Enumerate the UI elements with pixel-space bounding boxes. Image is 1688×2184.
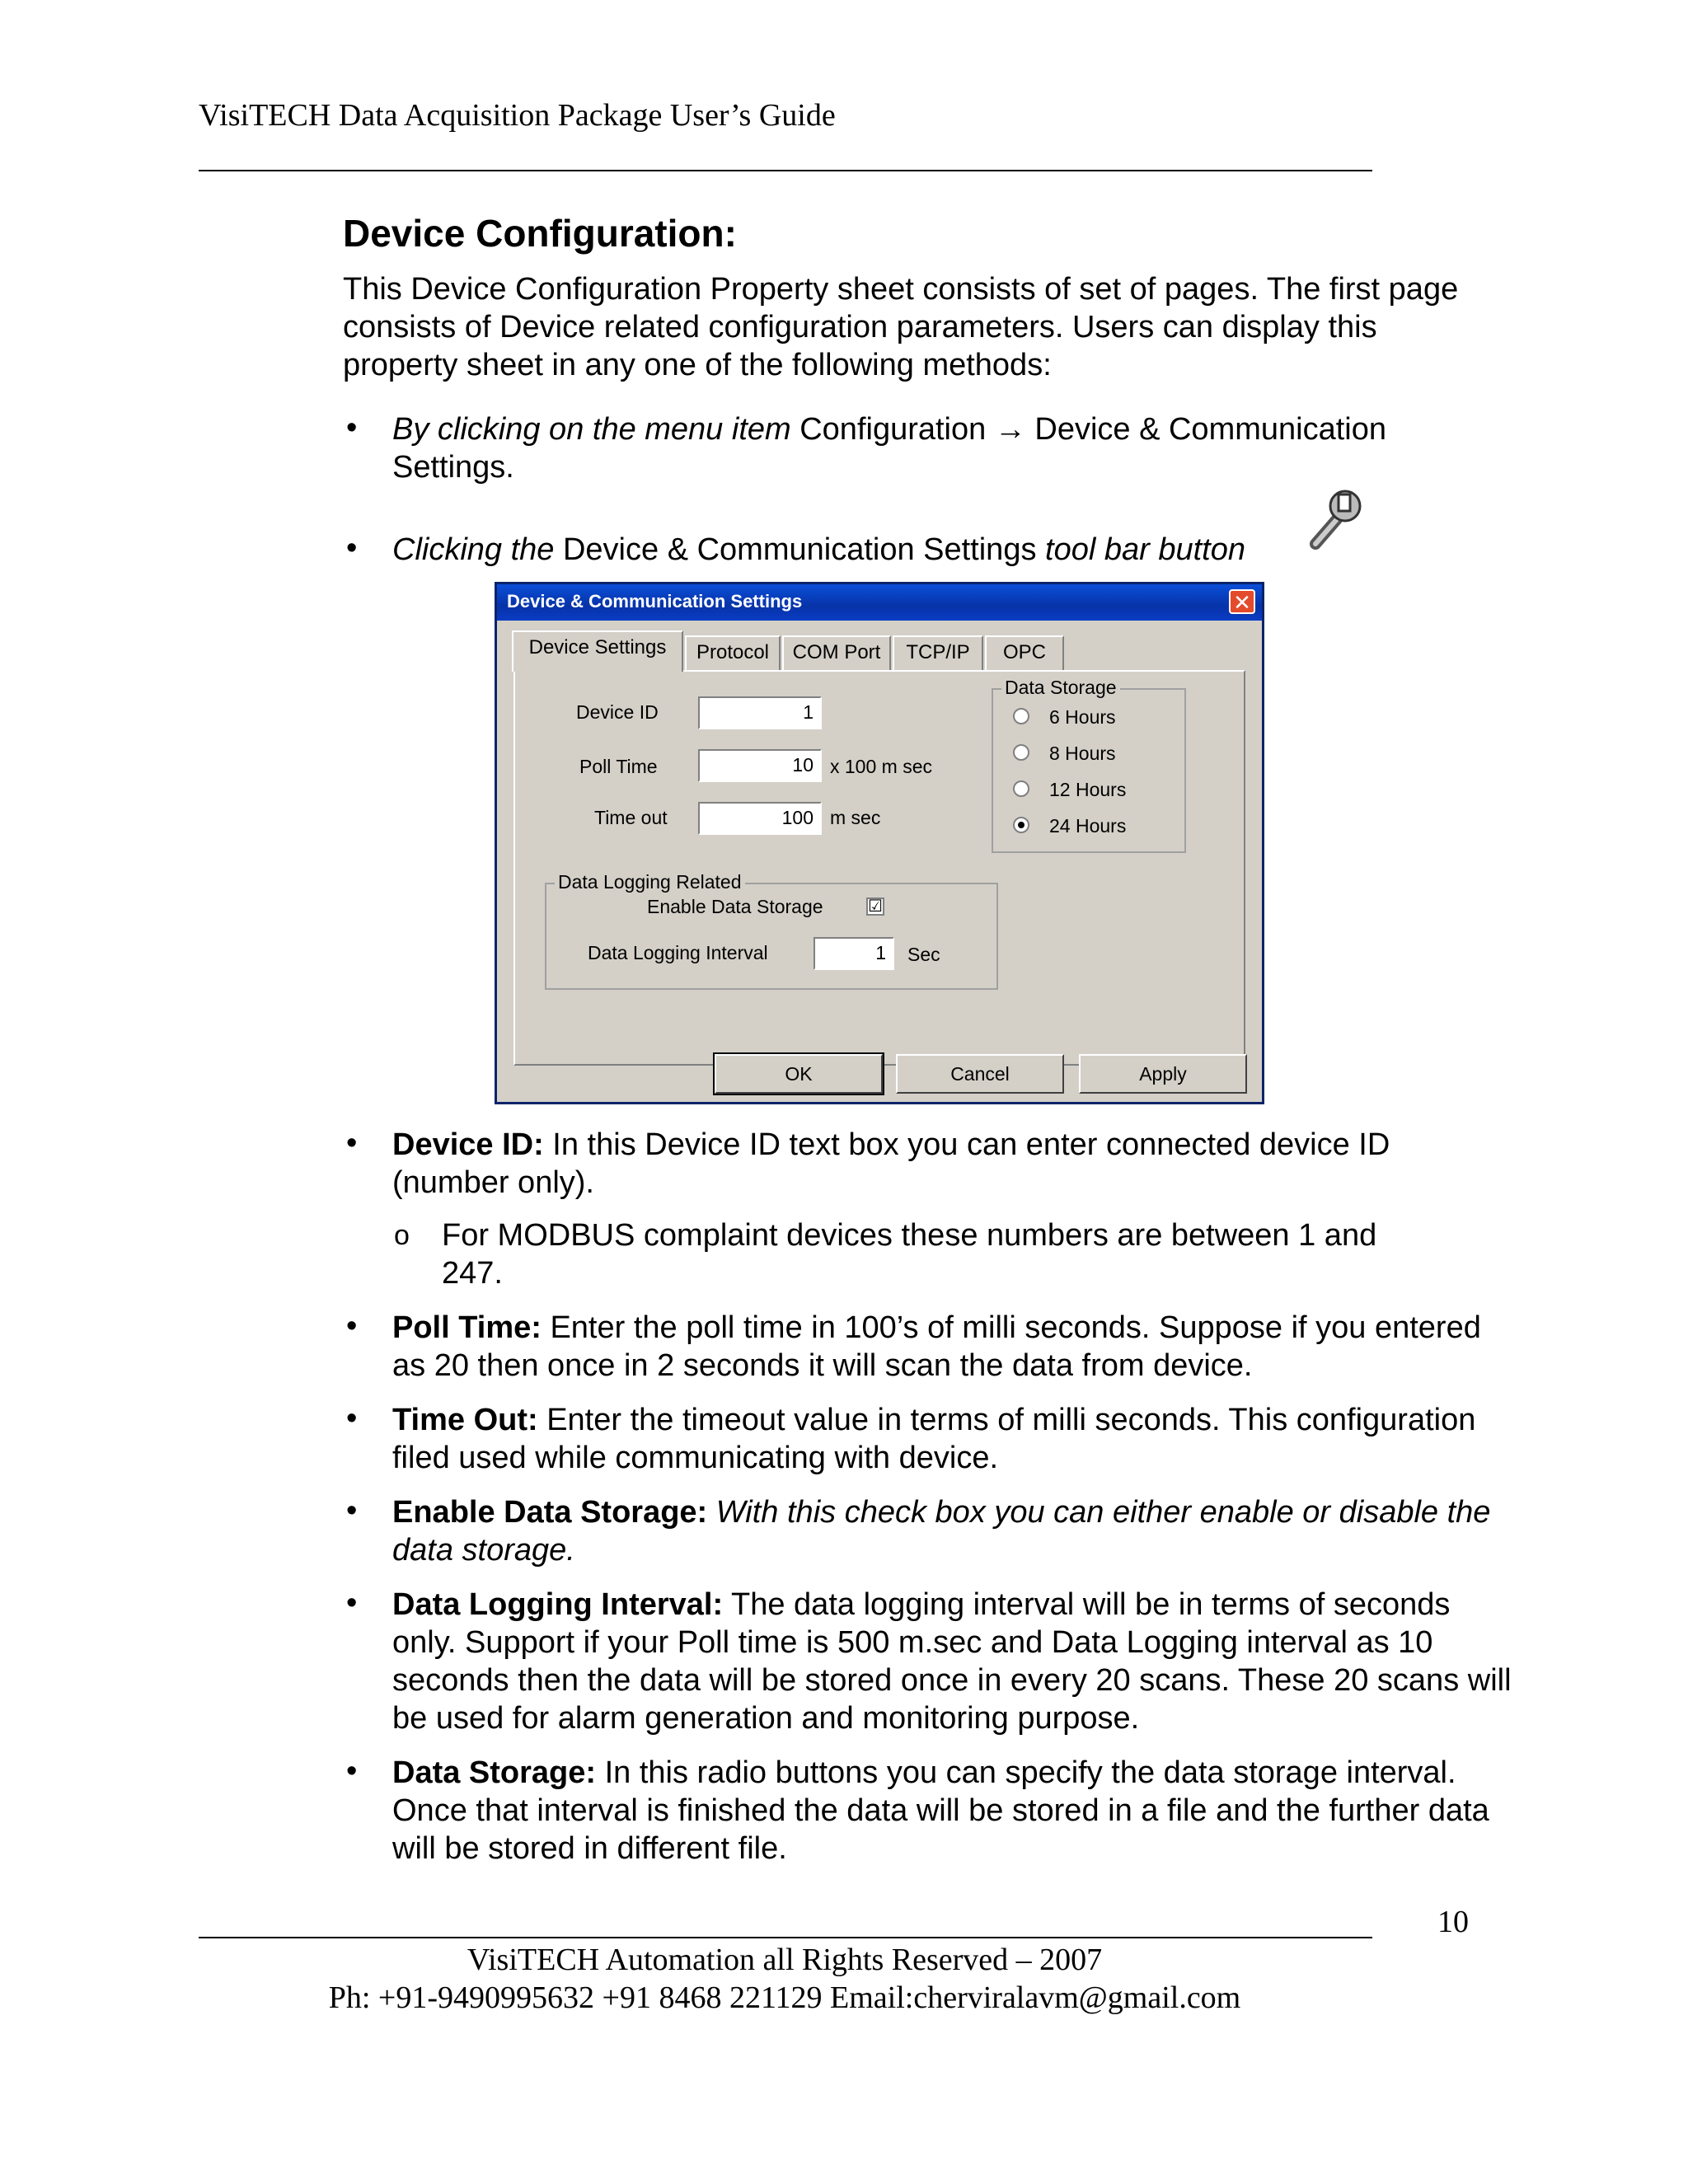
desc-data-storage: In this radio buttons you can specify the data storage interval. Once that interval is finished the data will be stored in a file and the further data will be stored in different file. — [392, 1755, 1489, 1866]
term-enable-data-storage: Enable Data Storage: — [392, 1495, 708, 1530]
term-time-out: Time Out: — [392, 1403, 538, 1437]
method-menu-italic: By clicking on the menu item — [392, 412, 791, 447]
enable-data-storage-checkbox[interactable]: ☑ — [866, 898, 884, 916]
time-out-unit: m sec — [830, 807, 881, 828]
desc-device-id: In this Device ID text box you can enter connected device ID (number only). — [392, 1127, 1390, 1200]
description-modbus: For MODBUS complaint devices these numbers are between 1 and 247. — [442, 1218, 1377, 1291]
method-toolbar-italic1: Clicking the — [392, 532, 555, 567]
tab-tcp-ip[interactable]: TCP/IP — [893, 635, 983, 670]
desc-time-out: Enter the timeout value in terms of milli seconds. This configuration filed used while communicating with device. — [392, 1403, 1476, 1475]
header-divider — [199, 170, 1372, 171]
method-menu-path: Configuration → Device & Communication Settings. — [392, 412, 1386, 485]
radio-6-hours-label: 6 Hours — [1049, 706, 1116, 728]
description-time-out — [392, 1401, 1513, 1477]
sub-bullet-glyph: o — [394, 1220, 410, 1251]
data-logging-interval-label: Data Logging Interval — [588, 942, 768, 963]
bullet-glyph: • — [346, 531, 358, 565]
radio-24-hours[interactable] — [1013, 817, 1029, 833]
description-poll-time — [392, 1309, 1513, 1385]
method-toolbar-italic2: tool bar button — [1045, 532, 1245, 567]
radio-8-hours-label: 8 Hours — [1049, 743, 1116, 764]
section-heading: Device Configuration: — [343, 212, 737, 255]
desc-enable-data-storage: With this check box you can either enable or disable the data storage. — [392, 1495, 1491, 1568]
bullet-glyph: • — [346, 410, 358, 445]
data-logging-title: Data Logging Related — [555, 871, 745, 893]
term-data-logging-interval: Data Logging Interval: — [392, 1587, 724, 1622]
poll-time-unit: x 100 m sec — [830, 756, 932, 777]
radio-12-hours[interactable] — [1013, 780, 1029, 797]
radio-24-hours-label: 24 Hours — [1049, 815, 1127, 837]
tab-device-settings[interactable]: Device Settings — [512, 630, 683, 672]
poll-time-field[interactable]: 10 — [698, 749, 822, 782]
device-id-label: Device ID — [576, 701, 659, 723]
radio-12-hours-label: 12 Hours — [1049, 779, 1127, 800]
dialog-title: Device & Communication Settings — [507, 591, 803, 612]
data-logging-interval-unit: Sec — [907, 944, 940, 965]
bullet-glyph: • — [346, 1126, 358, 1160]
page-header-title: VisiTECH Data Acquisition Package User’s Guide — [199, 98, 836, 133]
close-icon[interactable]: ✕ — [1229, 589, 1255, 614]
bullet-glyph: • — [346, 1401, 358, 1436]
dialog-titlebar[interactable] — [497, 584, 1262, 621]
bullet-glyph: • — [346, 1586, 358, 1620]
data-storage-title: Data Storage — [1001, 677, 1120, 699]
poll-time-label: Poll Time — [579, 756, 658, 777]
description-enable-data-storage — [392, 1493, 1513, 1569]
page-number: 10 — [1437, 1905, 1469, 1939]
wrench-icon[interactable] — [1299, 486, 1365, 551]
time-out-label: Time out — [594, 807, 668, 828]
bullet-glyph: • — [346, 1493, 358, 1528]
tab-protocol[interactable]: Protocol — [685, 635, 781, 670]
radio-6-hours[interactable] — [1013, 708, 1029, 724]
method-toolbar-name: Device & Communication Settings — [554, 532, 1046, 567]
description-data-logging-interval — [392, 1586, 1513, 1737]
footer-copyright: VisiTECH Automation all Rights Reserved – 2007 — [467, 1943, 1103, 1977]
bullet-glyph: • — [346, 1754, 358, 1788]
description-data-storage — [392, 1754, 1513, 1868]
desc-poll-time: Enter the poll time in 100’s of milli seconds. Suppose if you entered as 20 then once in 2 seconds it will scan the data from device. — [392, 1310, 1481, 1383]
radio-8-hours[interactable] — [1013, 744, 1029, 761]
ok-button[interactable]: OK — [715, 1054, 883, 1094]
apply-button[interactable]: Apply — [1079, 1054, 1247, 1094]
method-menu-item — [392, 410, 1513, 486]
desc-data-logging-interval: The data logging interval will be in terms of seconds only. Support if your Poll time is 500 m.sec and Data Logging interval as 10 seconds then the data will be stored once in every 20 scans. These 20 scans will be used for alarm generation and monitoring purpose. — [392, 1587, 1512, 1736]
footer-divider — [199, 1937, 1372, 1938]
intro-paragraph: This Device Configuration Property sheet consists of set of pages. The first page consists of Device related configuration parameters. Users can display this property sheet in any one of the following methods: — [343, 272, 1459, 382]
tab-com-port[interactable]: COM Port — [782, 635, 891, 670]
term-poll-time: Poll Time: — [392, 1310, 542, 1345]
description-device-id — [392, 1126, 1513, 1202]
device-communication-settings-dialog — [495, 582, 1264, 1104]
term-data-storage: Data Storage: — [392, 1755, 597, 1790]
enable-data-storage-label: Enable Data Storage — [647, 896, 823, 917]
term-device-id: Device ID: — [392, 1127, 544, 1162]
footer-contact: Ph: +91-9490995632 +91 8468 221129 Email:cherviralavm@gmail.com — [328, 1980, 1241, 2015]
cancel-button[interactable]: Cancel — [896, 1054, 1064, 1094]
tab-opc[interactable]: OPC — [985, 635, 1064, 670]
time-out-field[interactable]: 100 — [698, 802, 822, 835]
data-logging-interval-field[interactable]: 1 — [814, 937, 894, 970]
device-id-field[interactable]: 1 — [698, 696, 822, 729]
bullet-glyph: • — [346, 1309, 358, 1343]
